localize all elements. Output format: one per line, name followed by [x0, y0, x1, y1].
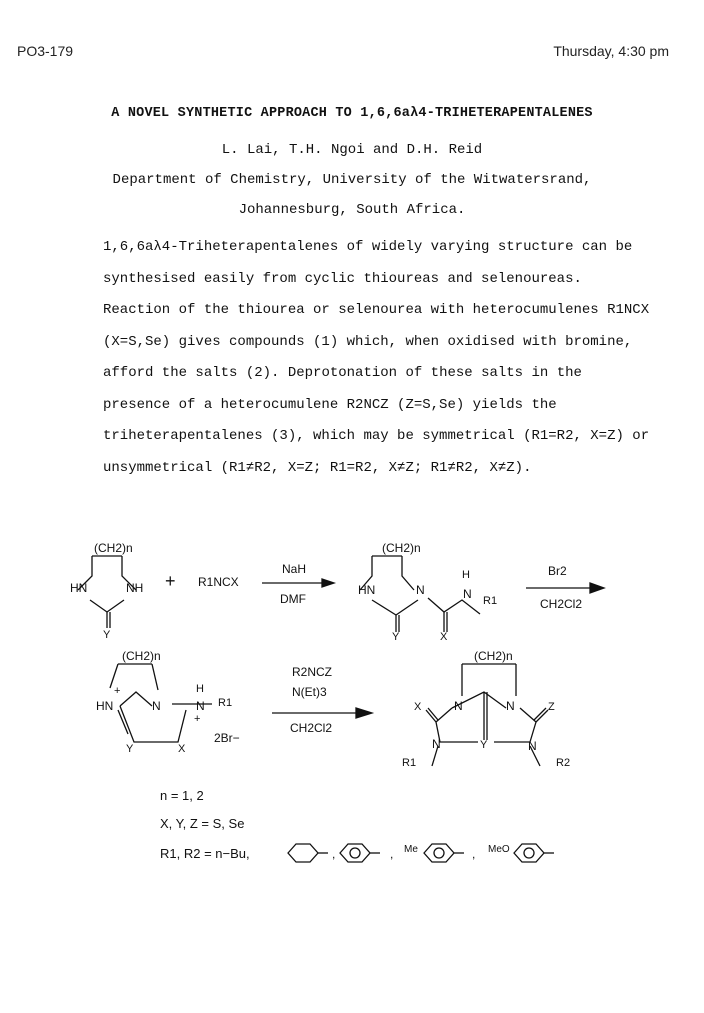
affiliation-line-1: Department of Chemistry, University of the Witwatersrand,	[112, 172, 592, 188]
step3-reagent-line2: N(Et)3	[292, 685, 327, 699]
affiliation-line-2: Johannesburg, South Africa.	[238, 202, 466, 218]
abstract	[55, 232, 655, 484]
substituent-structures	[288, 844, 554, 862]
svg-text:H: H	[196, 683, 204, 695]
session-time: Thursday, 4:30 pm	[553, 43, 669, 59]
svg-text:X: X	[414, 701, 422, 713]
ring-label-3: (CH2)n	[474, 649, 513, 663]
step2-reagent-top: Br2	[548, 564, 567, 578]
svg-text:HN: HN	[70, 581, 88, 595]
svg-text:N: N	[463, 587, 472, 601]
svg-text:N: N	[506, 699, 515, 713]
svg-text:X: X	[178, 743, 186, 755]
substituent-meo: MeO	[488, 844, 510, 855]
step1-reagent-bottom: DMF	[280, 592, 306, 606]
abstract-sentence-1: 1,6,6aλ4-Triheterapentalenes of widely varying structure can be synthesised easily from cyclic thioureas and selenoureas.	[103, 239, 633, 287]
step3-reagent-line1: R2NCZ	[292, 665, 333, 679]
svg-text:N: N	[196, 699, 205, 713]
plus-sign: +	[165, 571, 176, 591]
svg-text:N: N	[528, 739, 537, 753]
counterion: 2Br−	[214, 731, 240, 745]
svg-text:,: ,	[472, 847, 476, 861]
svg-text:Y: Y	[103, 629, 111, 641]
abstract-sentence-3: Deprotonation of these salts in the presence of a heterocumulene R2NCZ (Z=S,Se) yields the triheterapentalenes (3), which may be symmetrical (R1=R2, X=Z) or unsymmetrical (R1≠R2, X=Z; R1=R2, X≠Z; R1≠R2, X≠Z).	[103, 365, 650, 476]
svg-text:HN: HN	[358, 583, 376, 597]
svg-text:R2: R2	[556, 757, 571, 769]
svg-text:X: X	[440, 631, 448, 643]
note-n: n = 1, 2	[160, 788, 204, 803]
svg-text:,: ,	[332, 847, 336, 861]
compound-3-structure	[402, 649, 570, 769]
svg-text:+: +	[114, 685, 121, 697]
svg-text:N: N	[152, 699, 161, 713]
svg-text:Y: Y	[392, 631, 400, 643]
step1-reagent-top: NaH	[282, 562, 307, 576]
step2-reagent-bottom: CH2Cl2	[540, 597, 583, 611]
svg-text:Z: Z	[548, 701, 555, 713]
paper-title: A NOVEL SYNTHETIC APPROACH TO 1,6,6aλ4-TRIHETERAPENTALENES	[111, 106, 593, 121]
ring-label-1: (CH2)n	[382, 541, 421, 555]
poster-code: PO3-179	[17, 43, 74, 59]
svg-text:R1: R1	[483, 595, 498, 607]
svg-text:N: N	[416, 583, 425, 597]
svg-text:NH: NH	[126, 581, 144, 595]
svg-text:HN: HN	[96, 699, 114, 713]
ring-label-2: (CH2)n	[122, 649, 161, 663]
svg-text:,: ,	[390, 847, 394, 861]
compound-2-structure	[96, 649, 240, 755]
compound-1-structure	[358, 541, 497, 643]
svg-text:+: +	[194, 713, 201, 725]
reaction-scheme	[0, 520, 704, 900]
step3-reagent-bottom: CH2Cl2	[290, 721, 333, 735]
authors: L. Lai, T.H. Ngoi and D.H. Reid	[221, 142, 483, 158]
note-xyz: X, Y, Z = S, Se	[160, 816, 245, 831]
reagent-r1ncx: R1NCX	[198, 575, 239, 589]
svg-text:R1: R1	[402, 757, 417, 769]
svg-text:H: H	[462, 569, 470, 581]
svg-text:N: N	[432, 737, 441, 751]
svg-text:Y: Y	[126, 743, 134, 755]
starting-urea-structure	[70, 541, 143, 641]
ring-label-a: (CH2)n	[94, 541, 133, 555]
svg-text:Y: Y	[480, 739, 488, 751]
substituent-me: Me	[404, 844, 418, 855]
svg-text:R1: R1	[218, 697, 233, 709]
svg-text:N: N	[454, 699, 463, 713]
note-r: R1, R2 = n−Bu,	[160, 846, 250, 861]
abstract-sentence-2: Reaction of the thiourea or selenourea with heterocumulenes R1NCX (X=S,Se) gives compounds (1) which, when oxidised with bromine, afford the salts (2).	[103, 302, 650, 381]
